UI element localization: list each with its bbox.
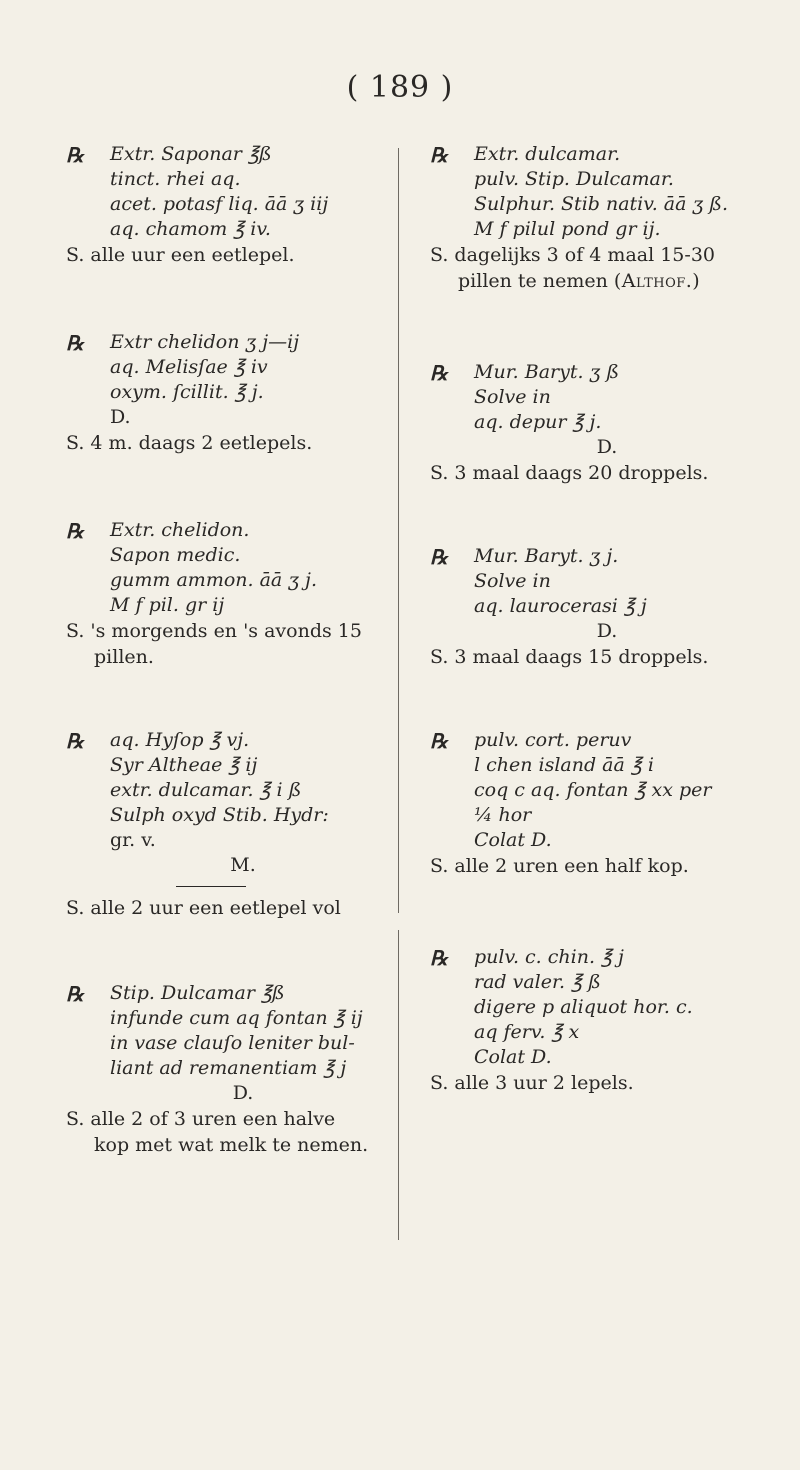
signa: S. 3 maal daags 15 droppels.	[430, 646, 709, 668]
recipe-line: Solve in	[474, 570, 551, 592]
recipe-china-valeriana	[430, 945, 760, 1096]
signa-line-text: pillen te nemen	[458, 270, 608, 292]
signa-line: S. 's morgends en 's avonds 15	[66, 620, 362, 642]
recipe-line: oxym. ſcillit. ℥ j.	[110, 381, 264, 403]
recipe-line: D.	[596, 436, 618, 458]
signa-line	[430, 268, 760, 294]
signa: S. alle 3 uur 2 lepels.	[430, 1072, 634, 1094]
signa: S. 4 m. daags 2 eetlepels.	[66, 432, 313, 454]
recipe-line: acet. potasf liq. āā ʒ iij	[110, 193, 329, 215]
recipe-line: gumm ammon. āā ʒ j.	[110, 569, 317, 591]
recipe-line: aq. Melisſae ℥ iv	[110, 356, 268, 378]
recipe-line: pulv. c. chin. ℥ j	[474, 946, 624, 968]
recipe-line: M f pil. gr ij	[110, 594, 225, 616]
rx-symbol: ℞	[66, 982, 84, 1006]
signa	[66, 1106, 396, 1158]
signa: S. alle 2 uur een eetlepel vol	[66, 897, 341, 919]
recipe-baryt-1	[430, 360, 760, 486]
recipe-line: aq. Hyſop ℥ vj.	[110, 729, 250, 751]
recipe-line: Syr Altheae ℥ ij	[110, 754, 258, 776]
recipe-line: Mur. Baryt. ʒ j.	[474, 545, 619, 567]
recipe-line: pulv. cort. peruv	[474, 729, 632, 751]
recipe-line: aq. chamom ℥ iv.	[110, 218, 271, 240]
recipe-line: in vase clauſo leniter bul-	[110, 1032, 355, 1054]
rx-symbol: ℞	[430, 545, 448, 569]
signa: S. alle 2 uren een half kop.	[430, 855, 689, 877]
right-column	[430, 142, 760, 1142]
recipe-line: pulv. Stip. Dulcamar.	[474, 168, 674, 190]
rx-symbol: ℞	[430, 361, 448, 385]
page-number: ( 189 )	[346, 70, 454, 105]
rx-symbol: ℞	[430, 729, 448, 753]
rx-symbol: ℞	[430, 946, 448, 970]
column-divider-bottom	[398, 930, 399, 1240]
recipe-line: aq ferv. ℥ x	[474, 1021, 580, 1043]
recipe-line: Sulph oxyd Stib. Hydr:	[110, 804, 329, 826]
signa-line: S. alle 2 of 3 uren een halve	[66, 1108, 336, 1130]
recipe-line: D.	[596, 620, 618, 642]
recipe-line: extr. dulcamar. ℥ i ß	[110, 779, 302, 801]
recipe-line: Extr. chelidon.	[110, 519, 250, 541]
recipe-line: Extr chelidon ʒ j—ij	[110, 331, 300, 353]
signa-line: S. dagelijks 3 of 4 maal 15-30	[430, 244, 715, 266]
rx-symbol: ℞	[66, 331, 84, 355]
recipe-chelidon-1	[66, 330, 396, 456]
signa	[66, 618, 396, 670]
recipe-line: Colat D.	[474, 1046, 552, 1068]
recipe-line: M f pilul pond gr ij.	[474, 218, 661, 240]
recipe-line: D.	[110, 406, 131, 428]
signa: S. alle uur een eetlepel.	[66, 244, 295, 266]
recipe-line: Stip. Dulcamar ℥ß	[110, 982, 285, 1004]
recipe-line: Sulphur. Stib nativ. āā ʒ ß.	[474, 193, 728, 215]
recipe-hyssop	[66, 728, 396, 921]
recipe-chelidon-2	[66, 518, 396, 670]
recipe-line: rad valer. ℥ ß	[474, 971, 601, 993]
recipe-line: aq. laurocerasi ℥ j	[474, 595, 647, 617]
rx-symbol: ℞	[66, 729, 84, 753]
recipe-dulcamara-infusion	[66, 981, 396, 1158]
recipe-line: aq. depur ℥ j.	[474, 411, 602, 433]
column-divider-top	[398, 148, 399, 913]
recipe-line: Sapon medic.	[110, 544, 241, 566]
attribution: (Althof.)	[613, 270, 701, 292]
recipe-line: infunde cum aq fontan ℥ ij	[110, 1007, 363, 1029]
recipe-line: digere p aliquot hor. c.	[474, 996, 693, 1018]
recipe-line: Solve in	[474, 386, 551, 408]
recipe-line: ¼ hor	[474, 804, 532, 826]
recipe-line: Extr. dulcamar.	[474, 143, 621, 165]
divider	[176, 886, 246, 887]
recipe-baryt-2	[430, 544, 760, 670]
rx-symbol: ℞	[66, 143, 84, 167]
recipe-dulcamara-pills	[430, 142, 760, 294]
recipe-line: gr. v.	[110, 829, 156, 851]
recipe-line: tinct. rhei aq.	[110, 168, 241, 190]
rx-symbol: ℞	[66, 519, 84, 543]
signa-line: pillen.	[94, 646, 154, 668]
recipe-line: liant ad remanentiam ℥ j	[110, 1057, 347, 1079]
recipe-line: l chen island āā ℥ i	[474, 754, 654, 776]
recipe-saponar	[66, 142, 396, 268]
recipe-line: Extr. Saponar ℥ß	[110, 143, 272, 165]
left-column	[66, 142, 396, 1204]
signa: S. 3 maal daags 20 droppels.	[430, 462, 709, 484]
recipe-line: D.	[232, 1082, 254, 1104]
signa	[430, 242, 760, 294]
recipe-line: coq c aq. fontan ℥ xx per	[474, 779, 712, 801]
signa-line: kop met wat melk te nemen.	[94, 1134, 369, 1156]
recipe-line: M.	[230, 854, 256, 876]
recipe-cortex-peruv	[430, 728, 760, 879]
recipe-line: Mur. Baryt. ʒ ß	[474, 361, 620, 383]
rx-symbol: ℞	[430, 143, 448, 167]
recipe-line: Colat D.	[474, 829, 552, 851]
